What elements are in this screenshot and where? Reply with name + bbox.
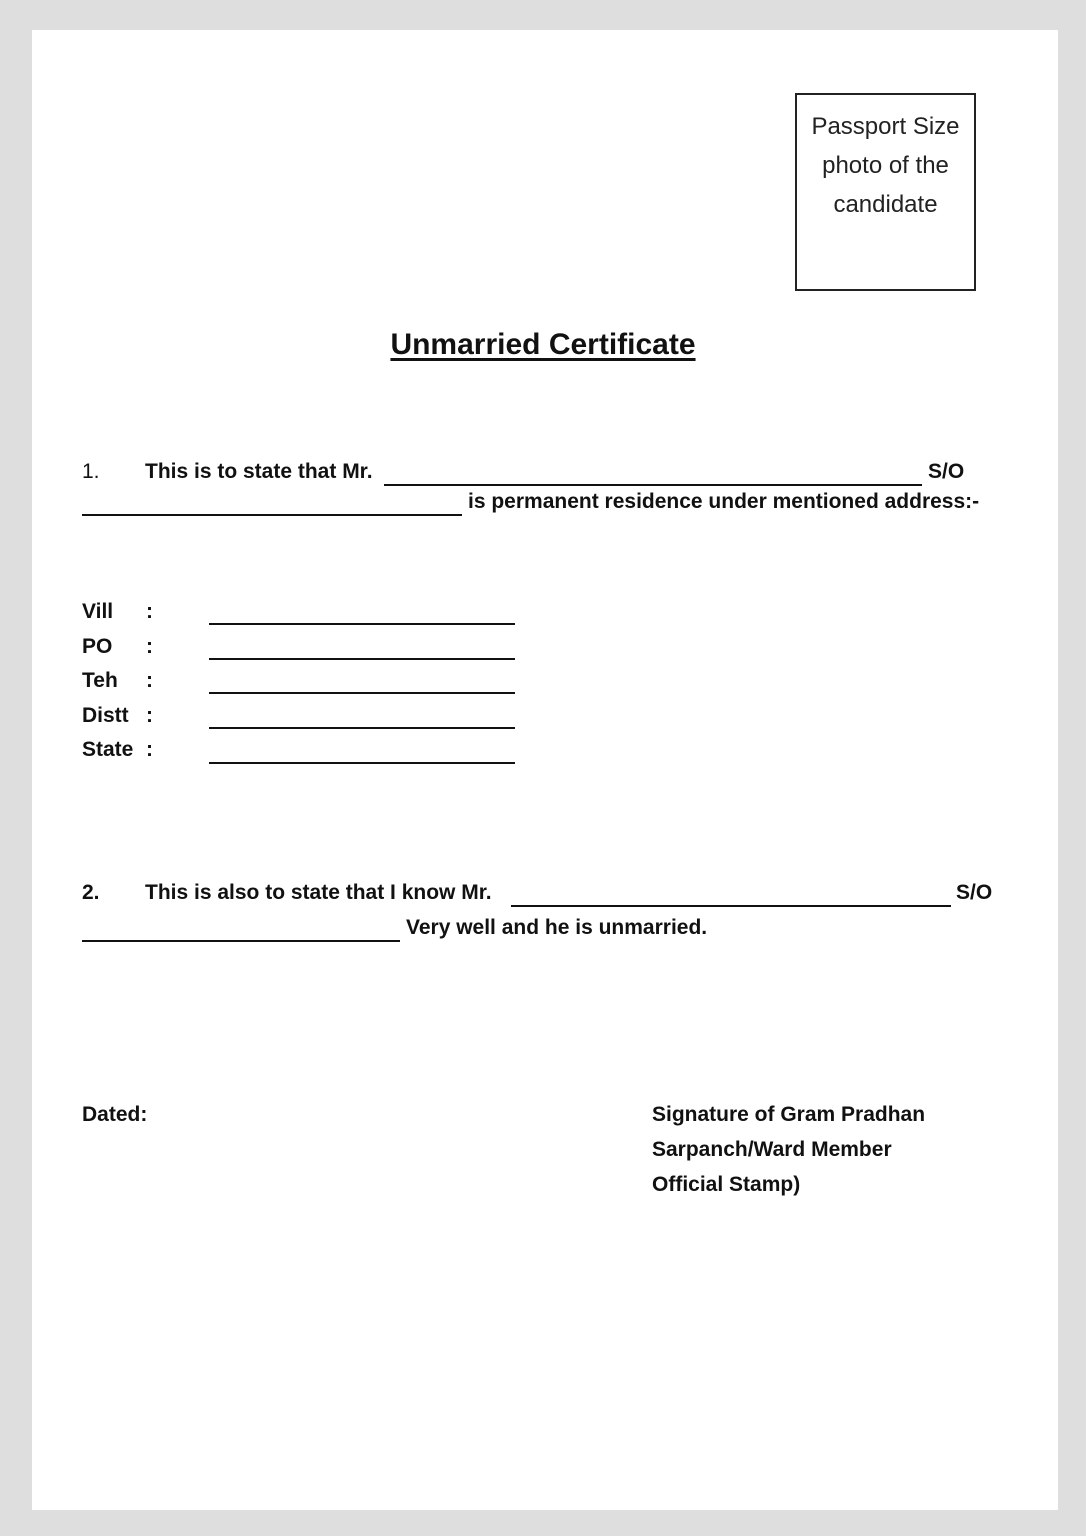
dated-label: Dated: [82,1103,148,1126]
state-label: State [82,738,134,761]
distt-colon: : [146,704,153,727]
state-colon: : [146,738,153,761]
clause-2-text-end: Very well and he is unmarried. [406,916,708,939]
distt-blank[interactable] [209,727,515,729]
clause-2-number: 2. [82,881,100,904]
po-label: PO [82,635,113,658]
clause-1-so: S/O [928,460,965,483]
clause-1-name-blank[interactable] [384,484,922,486]
state-blank[interactable] [209,762,515,764]
clause-2-name-blank[interactable] [511,905,951,907]
clause-2-father-blank[interactable] [82,940,400,942]
photo-box-line-3: candidate [833,191,938,218]
teh-blank[interactable] [209,692,515,694]
passport-photo-box [795,93,976,291]
clause-1-number: 1. [82,460,100,483]
clause-2-so: S/O [956,881,993,904]
distt-label: Distt [82,704,129,727]
teh-colon: : [146,669,153,692]
vill-label: Vill [82,600,114,623]
photo-box-line-1: Passport Size [811,113,960,140]
clause-1-text-start: This is to state that Mr. [145,460,373,483]
teh-label: Teh [82,669,118,692]
signature-line-3: Official Stamp) [652,1173,801,1196]
signature-line-1: Signature of Gram Pradhan [652,1103,926,1126]
photo-box-line-2: photo of the [822,152,949,179]
vill-colon: : [146,600,153,623]
clause-2-text-start: This is also to state that I know Mr. [145,881,492,904]
certificate-page [32,30,1058,1510]
po-colon: : [146,635,153,658]
signature-line-2: Sarpanch/Ward Member [652,1138,892,1161]
clause-1-text-end: is permanent residence under mentioned address:- [468,490,980,513]
certificate-title: Unmarried Certificate [390,328,696,361]
clause-1-father-blank[interactable] [82,514,462,516]
vill-blank[interactable] [209,623,515,625]
po-blank[interactable] [209,658,515,660]
